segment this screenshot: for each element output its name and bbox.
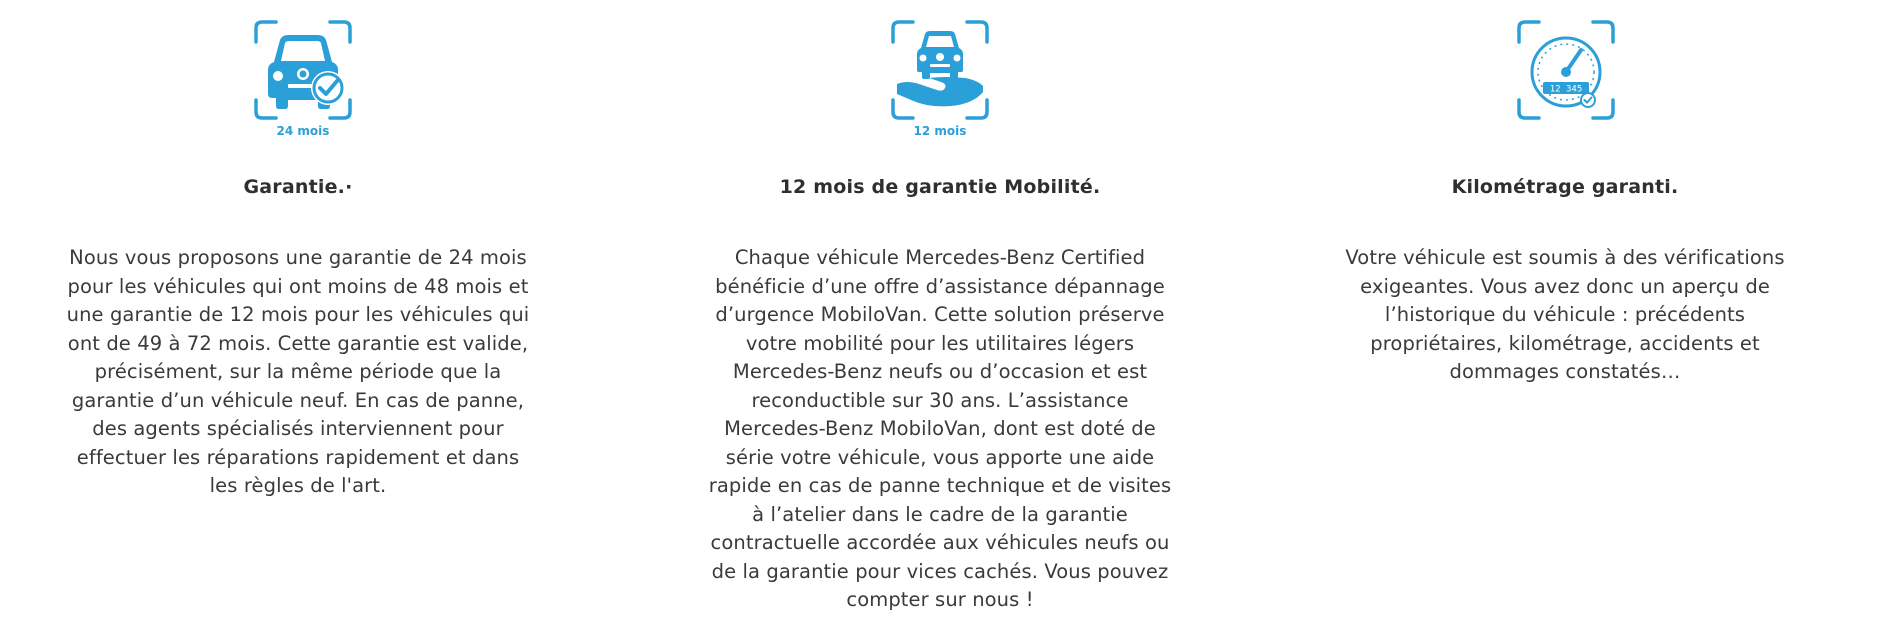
car-warranty-check-icon: [248, 14, 358, 139]
feature-description: Nous vous proposons une garantie de 24 mois pour les véhicules qui ont moins de 48 mois et une garantie de 12 mois pour les véhicules qui ont de 49 à 72 mois. Cette garantie est valide, précisément, sur la même période que la garantie d’un véhicule neuf. En cas de panne, des agents spécialisés interviennent pour effectuer les réparations rapidement et dans les règles de l'art.: [66, 246, 530, 497]
feature-title: 12 mois de garantie Mobilité.: [779, 176, 1101, 198]
feature-description: Votre véhicule est soumis à des vérifications exigeantes. Vous avez donc un aperçu de l’historique du véhicule : précédents propriétaires, kilométrage, accidents et dommages constatés…: [1345, 246, 1785, 383]
feature-description: Chaque véhicule Mercedes-Benz Certified bénéficie d’une offre d’assistance dépannage d’urgence MobiloVan. Cette solution préserve votre mobilité pour les utilitaires légers Mercedes-Benz neufs ou d’occasion et est reconductible sur 30 ans. L’assistance Mercedes-Benz MobiloVan, dont est doté de série votre véhicule, vous apporte une aide rapide en cas de panne technique et de visites à l’atelier dans le cadre de la garantie contractuelle accordée aux véhicules neufs ou de la garantie pour vices cachés. Vous pouvez compter sur nous !: [708, 246, 1172, 611]
feature-title: Garantie.·: [243, 176, 353, 198]
feature-title: Kilométrage garanti.: [1451, 176, 1679, 198]
van-in-hand-icon: [885, 14, 995, 139]
speedometer-odometer-icon: [1511, 14, 1621, 139]
odometer-readout: 12 345: [1549, 84, 1583, 95]
icon-badge-text: 24 mois: [276, 124, 330, 138]
icon-badge-text: 12 mois: [913, 124, 967, 138]
